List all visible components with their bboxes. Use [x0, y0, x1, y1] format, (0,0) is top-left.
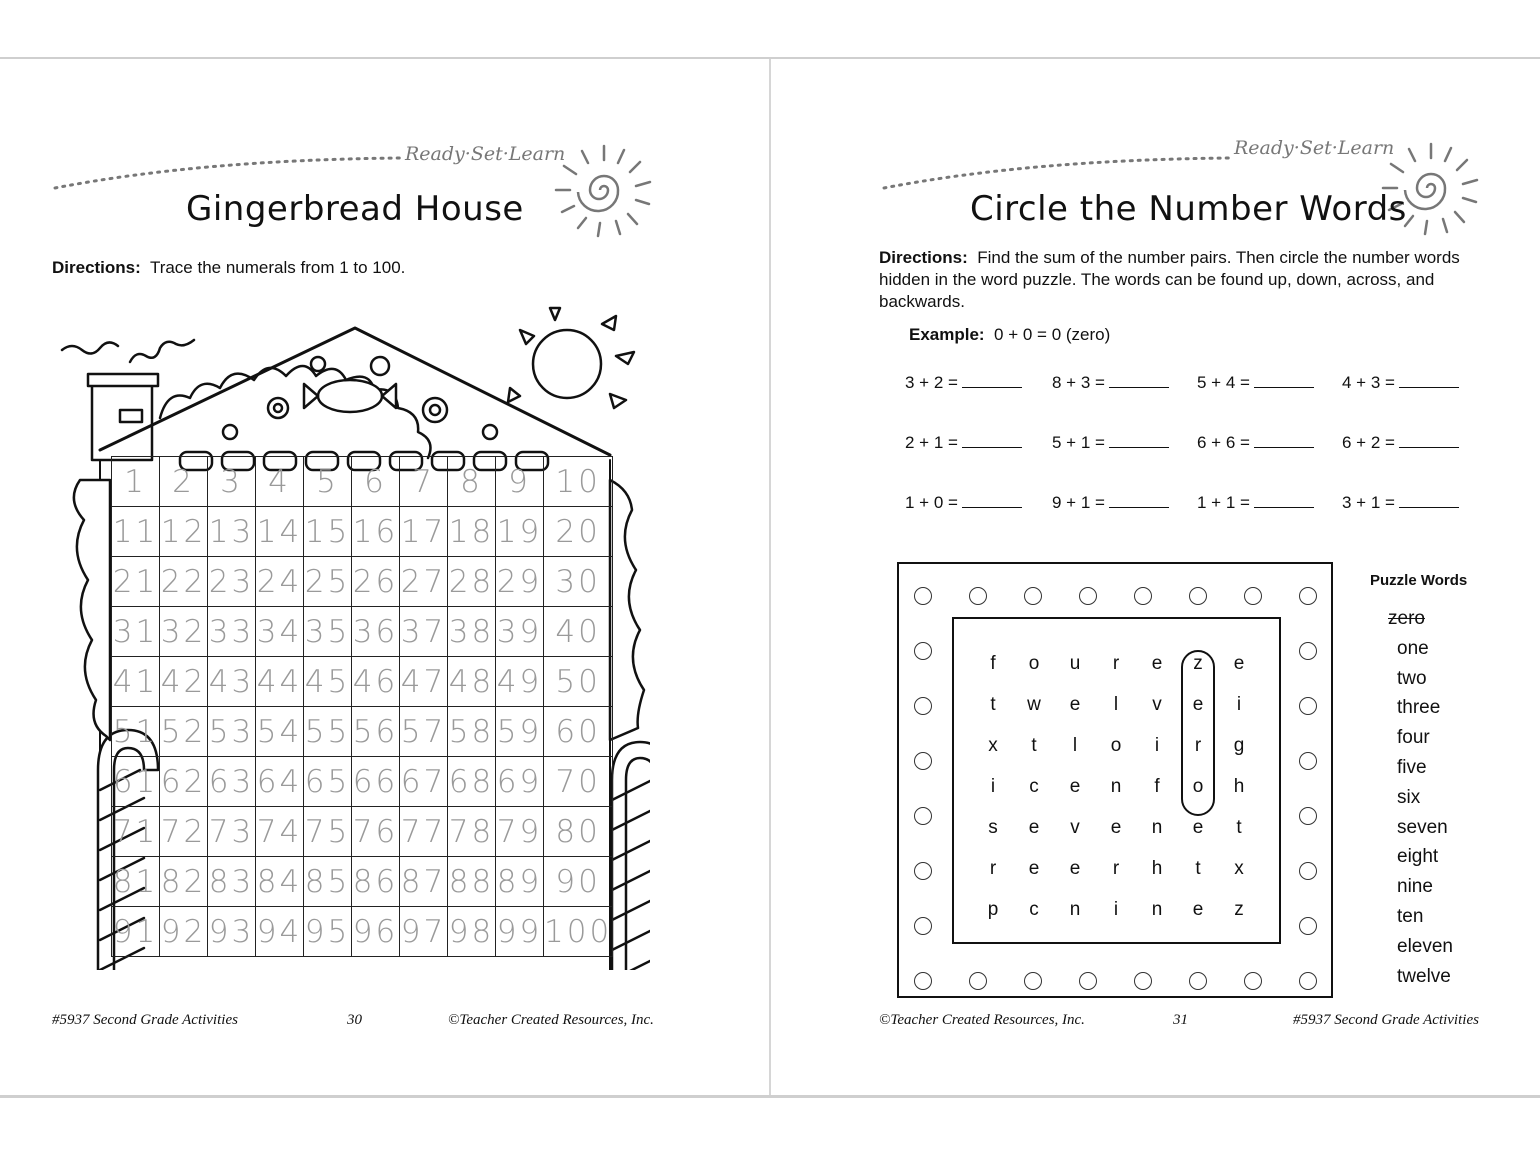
border-dot — [914, 642, 932, 660]
footer-page-number: 31 — [1173, 1012, 1188, 1028]
grid-cell: 53 — [208, 707, 256, 757]
equation-text: 4 + 3 = — [1342, 373, 1395, 392]
grid-cell: 100 — [544, 907, 613, 957]
grid-row — [112, 807, 613, 857]
grid-cell: 81 — [112, 857, 160, 907]
grid-cell: 97 — [400, 907, 448, 957]
equation — [1197, 433, 1314, 453]
grid-cell: 11 — [112, 507, 160, 557]
equation — [1342, 433, 1459, 453]
puzzle-letter[interactable]: n — [1110, 776, 1122, 797]
grid-cell: 49 — [496, 657, 544, 707]
border-dot — [1244, 972, 1262, 990]
answer-blank[interactable] — [962, 435, 1022, 448]
answer-blank[interactable] — [1399, 495, 1459, 508]
puzzle-letter[interactable]: c — [1029, 899, 1039, 920]
border-dot — [914, 752, 932, 770]
grid-cell: 84 — [256, 857, 304, 907]
grid-cell: 87 — [400, 857, 448, 907]
directions — [52, 257, 692, 279]
grid-cell: 28 — [448, 557, 496, 607]
border-dot — [1079, 972, 1097, 990]
answer-blank[interactable] — [1109, 495, 1169, 508]
border-dot — [914, 862, 932, 880]
puzzle-word: six — [1397, 786, 1421, 808]
grid-cell: 96 — [352, 907, 400, 957]
border-dot — [1299, 807, 1317, 825]
puzzle-words-title: Puzzle Words — [1370, 572, 1468, 589]
grid-cell: 10 — [544, 457, 613, 507]
puzzle-word: four — [1397, 727, 1430, 749]
border-dot — [1024, 587, 1042, 605]
border-dot — [914, 807, 932, 825]
grid-row — [112, 457, 613, 507]
grid-cell: 27 — [400, 557, 448, 607]
grid-cell: 99 — [496, 907, 544, 957]
example-label: Example: — [909, 325, 985, 344]
grid-cell: 7 — [400, 457, 448, 507]
puzzle-word: eleven — [1397, 935, 1453, 957]
border-dot — [1189, 972, 1207, 990]
equation-text: 1 + 0 = — [905, 493, 958, 512]
grid-cell: 20 — [544, 507, 613, 557]
grid-cell: 51 — [112, 707, 160, 757]
answer-blank[interactable] — [1109, 435, 1169, 448]
grid-cell: 73 — [208, 807, 256, 857]
answer-blank[interactable] — [1254, 375, 1314, 388]
page-31 — [771, 60, 1540, 1095]
grid-cell: 22 — [160, 557, 208, 607]
puzzle-letter[interactable]: v — [1070, 817, 1080, 838]
grid-cell: 48 — [448, 657, 496, 707]
grid-cell: 18 — [448, 507, 496, 557]
directions-text: Trace the numerals from 1 to 100. — [149, 258, 406, 277]
grid-cell: 44 — [256, 657, 304, 707]
puzzle-letter[interactable]: t — [990, 694, 996, 715]
equation-text: 1 + 1 = — [1197, 493, 1250, 512]
grid-cell: 36 — [352, 607, 400, 657]
puzzle-letter[interactable]: w — [1027, 694, 1041, 715]
grid-cell: 15 — [304, 507, 352, 557]
border-dot — [1299, 587, 1317, 605]
sun-icon — [533, 330, 601, 398]
grid-cell: 76 — [352, 807, 400, 857]
answer-blank[interactable] — [1254, 435, 1314, 448]
grid-cell: 35 — [304, 607, 352, 657]
puzzle-letter[interactable]: x — [988, 735, 998, 756]
grid-cell: 56 — [352, 707, 400, 757]
grid-cell: 24 — [256, 557, 304, 607]
grid-cell: 42 — [160, 657, 208, 707]
grid-cell: 90 — [544, 857, 613, 907]
grid-cell: 32 — [160, 607, 208, 657]
grid-cell: 50 — [544, 657, 613, 707]
puzzle-letter[interactable]: g — [1233, 735, 1245, 756]
page-30 — [0, 60, 769, 1095]
puzzle-letter[interactable]: s — [988, 817, 998, 838]
border-dot — [1024, 972, 1042, 990]
puzzle-letter[interactable]: t — [1031, 735, 1037, 756]
footer-right: ©Teacher Created Resources, Inc. — [448, 1012, 654, 1028]
puzzle-letter[interactable]: x — [1234, 858, 1244, 879]
equation-text: 6 + 2 = — [1342, 433, 1395, 452]
puzzle-letter[interactable]: n — [1069, 899, 1081, 920]
answer-blank[interactable] — [1399, 435, 1459, 448]
grid-cell: 52 — [160, 707, 208, 757]
border-dot — [914, 587, 932, 605]
equation-text: 8 + 3 = — [1052, 373, 1105, 392]
grid-cell: 63 — [208, 757, 256, 807]
puzzle-word: one — [1397, 637, 1429, 659]
border-dot — [1299, 862, 1317, 880]
puzzle-letter[interactable]: o — [1192, 776, 1204, 797]
grid-cell: 5 — [304, 457, 352, 507]
example — [909, 324, 1110, 346]
puzzle-word: five — [1397, 757, 1427, 778]
grid-cell: 47 — [400, 657, 448, 707]
sun-swirl-icon — [556, 146, 650, 236]
puzzle-letter[interactable]: r — [989, 858, 997, 879]
grid-cell: 95 — [304, 907, 352, 957]
spread-bottom-edge — [0, 1095, 1540, 1098]
puzzle-letter[interactable]: n — [1151, 817, 1163, 838]
puzzle-letter[interactable]: n — [1151, 899, 1163, 920]
puzzle-letter[interactable]: r — [1112, 858, 1120, 879]
icing-right-icon — [610, 480, 644, 740]
grid-cell: 45 — [304, 657, 352, 707]
grid-cell: 98 — [448, 907, 496, 957]
grid-cell: 21 — [112, 557, 160, 607]
equation-text: 6 + 6 = — [1197, 433, 1250, 452]
border-dot — [1299, 917, 1317, 935]
puzzle-letter[interactable]: i — [1236, 694, 1242, 715]
puzzle-word: eight — [1397, 846, 1439, 868]
border-dot — [1134, 972, 1152, 990]
footer-left: #5937 Second Grade Activities — [52, 1012, 238, 1028]
grid-cell: 23 — [208, 557, 256, 607]
grid-cell: 71 — [112, 807, 160, 857]
grid-cell: 16 — [352, 507, 400, 557]
puzzle-letter[interactable]: e — [1192, 817, 1204, 838]
puzzle-letter[interactable]: f — [1154, 776, 1160, 797]
border-dot — [969, 587, 987, 605]
grid-cell: 93 — [208, 907, 256, 957]
equation — [1052, 433, 1169, 453]
grid-cell: 77 — [400, 807, 448, 857]
grid-cell: 70 — [544, 757, 613, 807]
equation — [905, 433, 1022, 453]
icing-left-icon — [74, 480, 110, 740]
equation — [1197, 493, 1314, 513]
candy-icon — [318, 380, 382, 412]
puzzle-word: two — [1397, 667, 1427, 689]
puzzle-letter[interactable]: e — [1192, 694, 1204, 715]
equation — [1342, 373, 1459, 393]
answer-blank[interactable] — [1109, 375, 1169, 388]
grid-cell: 85 — [304, 857, 352, 907]
puzzle-letter[interactable]: e — [1069, 858, 1081, 879]
grid-cell: 30 — [544, 557, 613, 607]
puzzle-letter[interactable]: h — [1151, 858, 1163, 879]
grid-cell: 29 — [496, 557, 544, 607]
grid-cell: 2 — [160, 457, 208, 507]
grid-cell: 68 — [448, 757, 496, 807]
border-dot — [1299, 642, 1317, 660]
grid-cell: 78 — [448, 807, 496, 857]
grid-cell: 80 — [544, 807, 613, 857]
puzzle-letter[interactable]: r — [1112, 653, 1120, 674]
puzzle-letter[interactable]: f — [990, 653, 996, 674]
equation-text: 2 + 1 = — [905, 433, 958, 452]
puzzle-letter[interactable]: i — [990, 776, 996, 797]
puzzle-letter[interactable]: t — [1195, 858, 1201, 879]
grid-cell: 62 — [160, 757, 208, 807]
equation — [1197, 373, 1314, 393]
grid-row — [112, 507, 613, 557]
grid-cell: 6 — [352, 457, 400, 507]
puzzle-letter[interactable]: e — [1192, 899, 1204, 920]
border-dot — [914, 697, 932, 715]
grid-cell: 40 — [544, 607, 613, 657]
puzzle-letter[interactable]: e — [1028, 817, 1040, 838]
grid-cell: 65 — [304, 757, 352, 807]
grid-cell: 75 — [304, 807, 352, 857]
puzzle-letter[interactable]: o — [1110, 735, 1122, 756]
puzzle-letter[interactable]: e — [1233, 653, 1245, 674]
grid-cell: 8 — [448, 457, 496, 507]
equation — [1052, 493, 1169, 513]
puzzle-letter[interactable]: c — [1029, 776, 1039, 797]
grid-cell: 64 — [256, 757, 304, 807]
grid-cell: 43 — [208, 657, 256, 707]
puzzle-word-example: zero — [1388, 608, 1425, 629]
grid-cell: 1 — [112, 457, 160, 507]
puzzle-letter[interactable]: e — [1110, 817, 1122, 838]
zero-circle-highlight — [1181, 650, 1215, 816]
grid-cell: 25 — [304, 557, 352, 607]
answer-blank[interactable] — [962, 375, 1022, 388]
equation-text: 5 + 1 = — [1052, 433, 1105, 452]
border-dot — [1299, 972, 1317, 990]
grid-cell: 66 — [352, 757, 400, 807]
grid-cell: 4 — [256, 457, 304, 507]
border-dot — [914, 917, 932, 935]
grid-cell: 82 — [160, 857, 208, 907]
border-dot — [914, 972, 932, 990]
border-dot — [1189, 587, 1207, 605]
border-dot — [969, 972, 987, 990]
equation — [1342, 493, 1459, 513]
footer-page-number: 30 — [347, 1012, 362, 1028]
grid-cell: 41 — [112, 657, 160, 707]
grid-cell: 17 — [400, 507, 448, 557]
grid-cell: 69 — [496, 757, 544, 807]
border-dot — [1244, 587, 1262, 605]
grid-cell: 12 — [160, 507, 208, 557]
page-title: Gingerbread House — [186, 189, 524, 229]
border-dot — [1299, 697, 1317, 715]
banner-text: Ready·Set·Learn — [1234, 137, 1395, 159]
answer-blank[interactable] — [1399, 375, 1459, 388]
answer-blank[interactable] — [1254, 495, 1314, 508]
page-title: Circle the Number Words — [970, 189, 1407, 229]
puzzle-letter[interactable]: e — [1069, 694, 1081, 715]
puzzle-letter[interactable]: t — [1236, 817, 1242, 838]
puzzle-letter[interactable]: u — [1069, 653, 1081, 674]
grid-cell: 60 — [544, 707, 613, 757]
grid-row — [112, 857, 613, 907]
banner-text: Ready·Set·Learn — [405, 143, 566, 165]
example-text: 0 + 0 = 0 (zero) — [994, 325, 1111, 344]
directions-label: Directions: — [52, 258, 141, 277]
grid-cell: 37 — [400, 607, 448, 657]
puzzle-letter[interactable]: p — [987, 899, 999, 920]
grid-cell: 38 — [448, 607, 496, 657]
grid-row — [112, 657, 613, 707]
grid-cell: 57 — [400, 707, 448, 757]
footer-right: #5937 Second Grade Activities — [1293, 1012, 1479, 1028]
border-dot — [1079, 587, 1097, 605]
equation-text: 9 + 1 = — [1052, 493, 1105, 512]
grid-cell: 59 — [496, 707, 544, 757]
grid-cell: 74 — [256, 807, 304, 857]
border-dot — [1299, 752, 1317, 770]
equation — [905, 373, 1022, 393]
puzzle-word: twelve — [1397, 965, 1451, 987]
puzzle-letter[interactable]: i — [1113, 899, 1119, 920]
grid-cell: 79 — [496, 807, 544, 857]
grid-cell: 92 — [160, 907, 208, 957]
puzzle-letter[interactable]: e — [1028, 858, 1040, 879]
grid-cell: 91 — [112, 907, 160, 957]
puzzle-letter[interactable]: h — [1233, 776, 1245, 797]
grid-cell: 67 — [400, 757, 448, 807]
puzzle-letter[interactable]: z — [1193, 653, 1203, 674]
puzzle-letter[interactable]: l — [1113, 694, 1119, 715]
equation-text: 3 + 2 = — [905, 373, 958, 392]
grid-cell: 88 — [448, 857, 496, 907]
grid-cell: 31 — [112, 607, 160, 657]
grid-cell: 39 — [496, 607, 544, 657]
puzzle-word: nine — [1397, 876, 1433, 898]
grid-row — [112, 907, 613, 957]
grid-row — [112, 757, 613, 807]
puzzle-letter[interactable]: r — [1194, 735, 1202, 756]
puzzle-letter[interactable]: v — [1152, 694, 1162, 715]
grid-row — [112, 707, 613, 757]
grid-cell: 19 — [496, 507, 544, 557]
directions-text: Find the sum of the number pairs. Then circle the number words hidden in the word puzzle. The words can be found up, down, across, and backwards. — [879, 248, 1460, 311]
grid-cell: 26 — [352, 557, 400, 607]
directions-label: Directions: — [879, 248, 968, 267]
puzzle-letter[interactable]: e — [1151, 653, 1163, 674]
equation — [905, 493, 1022, 513]
grid-cell: 94 — [256, 907, 304, 957]
grid-cell: 54 — [256, 707, 304, 757]
equation — [1052, 373, 1169, 393]
puzzle-letter[interactable]: l — [1072, 735, 1078, 756]
grid-cell: 3 — [208, 457, 256, 507]
puzzle-word: seven — [1397, 816, 1448, 838]
number-tracing-grid — [111, 456, 613, 957]
grid-cell: 89 — [496, 857, 544, 907]
grid-cell: 9 — [496, 457, 544, 507]
puzzle-word: ten — [1397, 906, 1424, 927]
grid-cell: 46 — [352, 657, 400, 707]
equation-text: 3 + 1 = — [1342, 493, 1395, 512]
border-dot — [1134, 587, 1152, 605]
answer-blank[interactable] — [962, 495, 1022, 508]
equation-text: 5 + 4 = — [1197, 373, 1250, 392]
grid-cell: 86 — [352, 857, 400, 907]
grid-cell: 55 — [304, 707, 352, 757]
grid-row — [112, 557, 613, 607]
puzzle-word: three — [1397, 697, 1441, 719]
grid-cell: 83 — [208, 857, 256, 907]
grid-row — [112, 607, 613, 657]
puzzle-letter[interactable]: e — [1069, 776, 1081, 797]
grid-cell: 61 — [112, 757, 160, 807]
grid-cell: 72 — [160, 807, 208, 857]
grid-cell: 34 — [256, 607, 304, 657]
directions — [879, 247, 1479, 313]
puzzle-letter[interactable]: i — [1154, 735, 1160, 756]
smoke-icon — [62, 340, 194, 362]
footer-left: ©Teacher Created Resources, Inc. — [879, 1012, 1085, 1028]
puzzle-letter[interactable]: z — [1234, 899, 1244, 920]
grid-cell: 13 — [208, 507, 256, 557]
grid-cell: 33 — [208, 607, 256, 657]
grid-cell: 58 — [448, 707, 496, 757]
grid-cell: 14 — [256, 507, 304, 557]
puzzle-letter[interactable]: o — [1028, 653, 1040, 674]
